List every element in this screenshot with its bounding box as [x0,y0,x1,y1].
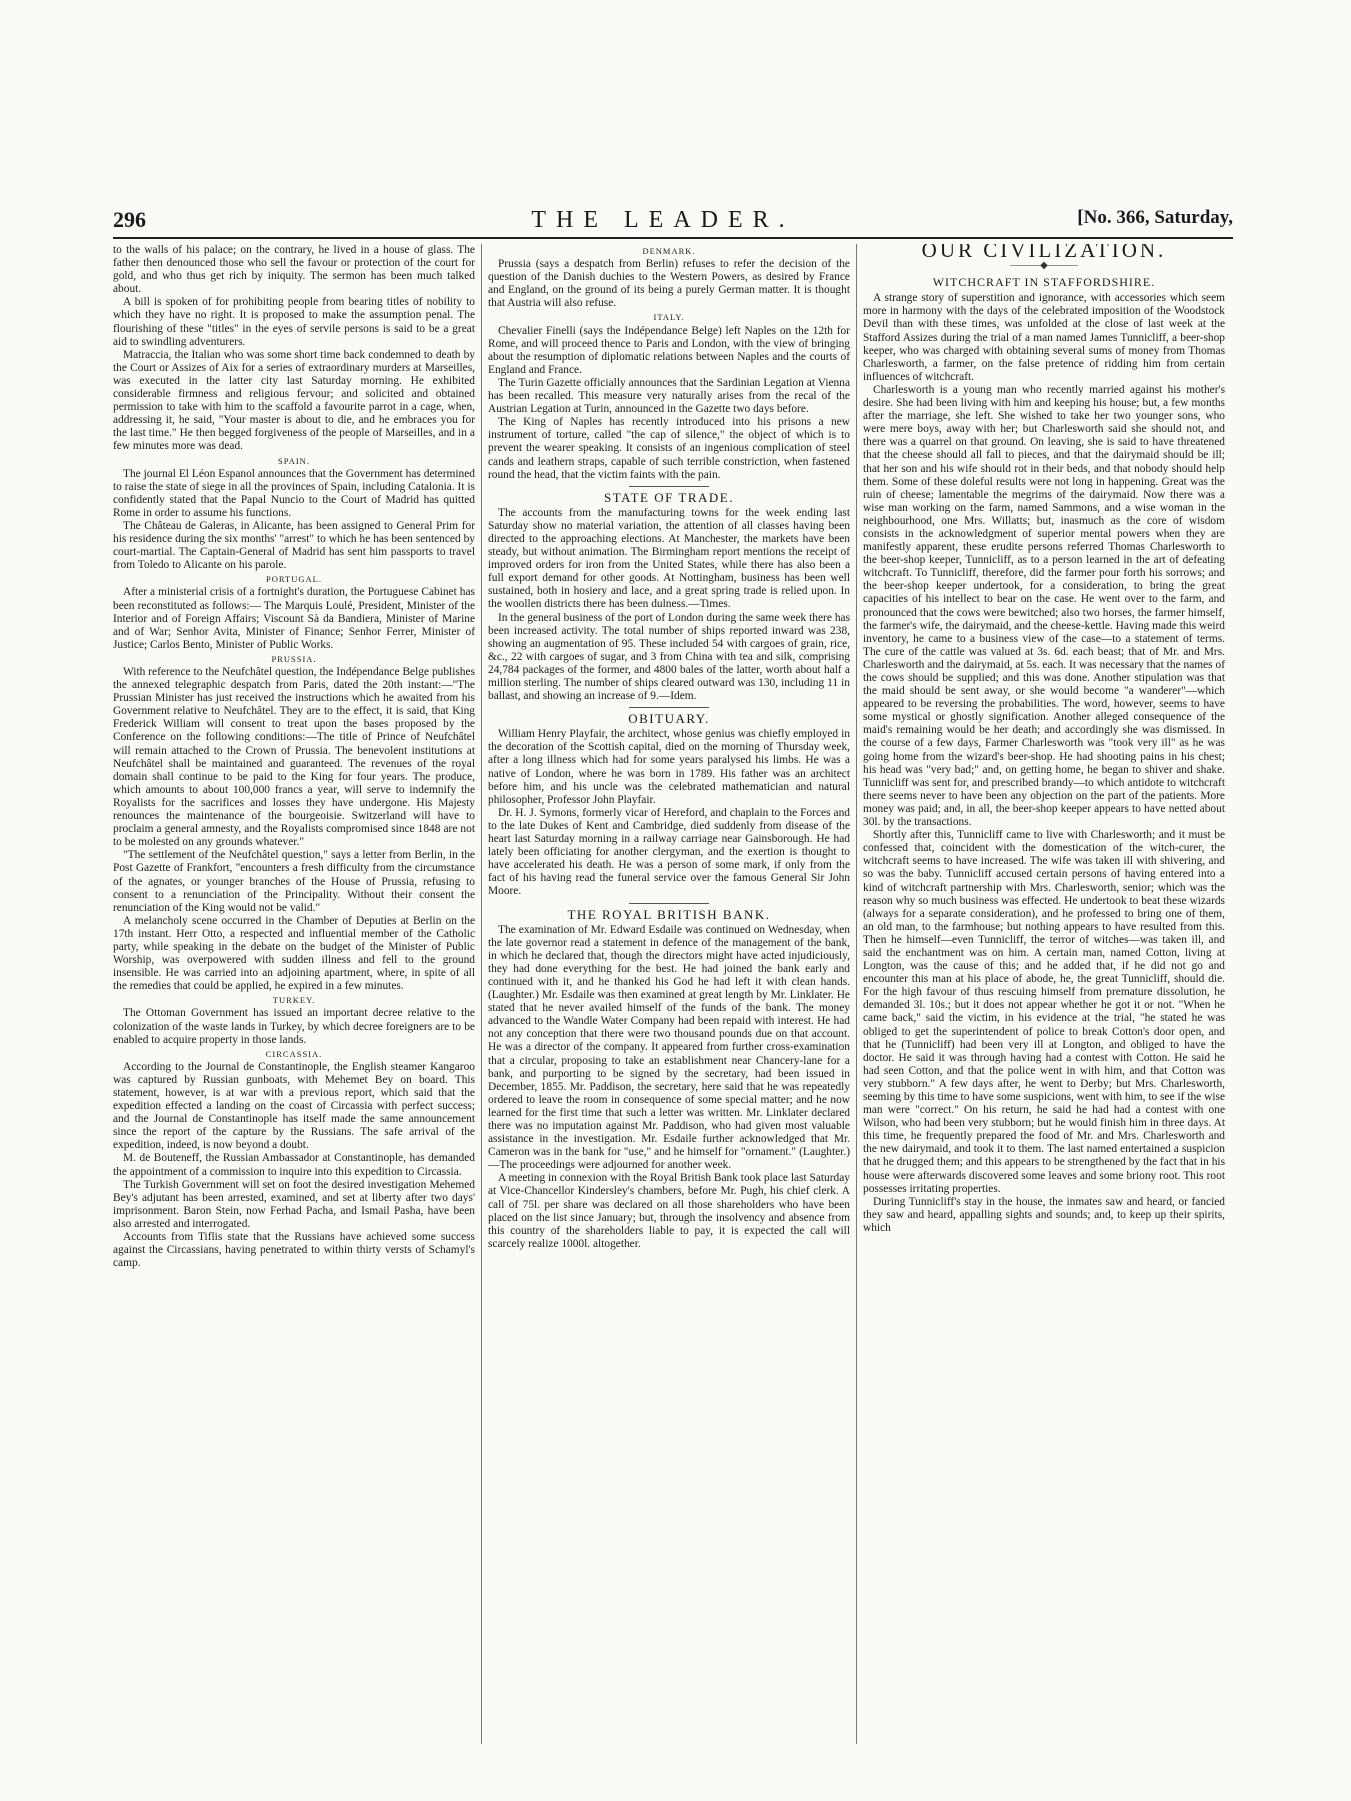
article-paragraph: The King of Naples has recently introduced into his prisons a new instrument of torture, called "the cap of silence," the object of which is to prevent the wearer speaking. It consists of an ingenious complication of steel cands and leathern straps, capable of such terrible constriction, when fastened round the head, that the victim faints with the pain. [488,416,850,481]
article-paragraph: "The settlement of the Neufchâtel question," says a letter from Berlin, in the Post Gazette of Frankfort, "encounters a fresh difficulty from the circumstance of the agnates, or younger branches of the House of Prussia, refusing to consent to a renunciation of the Principality. Without their consent the renunciation of the King would not be valid." [113,849,475,914]
header-rule [113,237,1233,239]
section-title: OUR CIVILIZATION. [921,244,1167,262]
page-number: 296 [113,207,146,232]
country-heading: DENMARK. [642,246,696,256]
article-paragraph: A meeting in connexion with the Royal British Bank took place last Saturday at Vice-Chancellor Kindersley's chambers, before Mr. Pugh, his chief clerk. A call of 75l. per share was declared on all those shareholders who have been placed on the list since January; but, through the insolvency and absence from this country of the shareholders liable to pay, it is expected the call will scarcely realize 1000l. altogether. [488,1172,850,1250]
country-heading: ITALY. [653,312,685,323]
article-paragraph: The Turin Gazette officially announces that the Sardinian Legation at Vienna has been recalled. This measure very naturally arises from the recal of the Austrian Legation at Turin, announced in the Gazette two days before. [488,376,850,416]
section-rule [629,486,709,487]
article-paragraph: During Tunnicliff's stay in the house, the inmates saw and heard, or fancied they saw and heard, appalling sights and sounds; and, to keep up their spirits, which [863,1195,1225,1234]
article-paragraph: Dr. H. J. Symons, formerly vicar of Hereford, and chaplain to the Forces and to the late Dukes of Kent and Cambridge, died suddenly from disease of the heart last Saturday morning in a railway carriage near Gainsborough. He had lately been officiating for another clergyman, and the exertion is thought to have accelerated his death. He was a person of some mark, if only from the fact of his having read the funeral service over the famous General Sir John Moore. [488,806,850,898]
column-left [113,244,475,1744]
article-paragraph: A melancholy scene occurred in the Chamber of Deputies at Berlin on the 17th instant. Herr Otto, a respected and influential member of the Catholic party, while speaking in the debate on the budget of the Minister of Public Worship, was overpowered with sudden illness and fell to the ground insensible. He was carried into an adjoining apartment, where, in spite of all the remedies that could be applied, he expired in a few minutes. [113,914,475,993]
article-paragraph: The accounts from the manufacturing towns for the week ending last Saturday show no material variation, the attention of all classes having been directed to the approaching elections. At Manchester, the markets have been steady, but without animation. The Birmingham report mentions the receipt of improved orders for iron from the United States, while there has also been a full export demand for other goods. At Nottingham, business has been well sustained, both in hosiery and lace, and a great spring trade is relied upon. In the woollen districts there has been dulness.—Times. [488,506,850,611]
article-heading: WITCHCRAFT IN STAFFORDSHIRE. [932,275,1156,290]
newspaper-title: THE LEADER. [531,207,795,233]
article-paragraph: A bill is spoken of for prohibiting people from bearing titles of nobility to which they have no right. It is proposed to make the assumption penal. The flourishing of these "titles" in the eyes of servile persons is said to be a great aid to swindling adventurers. [113,296,475,348]
country-heading: SPAIN. [278,455,310,466]
section-heading: THE ROYAL BRITISH BANK. [567,906,771,922]
article-paragraph: The Turkish Government will set on foot the desired investigation Mehemed Bey's adjutant has been arrested, examined, and set at liberty after two days' imprisonment. Baron Stein, now Ferhad Pacha, and Ismail Pasha, have been also arrested and interrogated. [113,1178,475,1230]
article-paragraph: A strange story of superstition and ignorance, with accessories which seem more in harmony with the days of the celebrated imposition of the Woodstock Devil than with these times, was unfolded at the close of last week at the Stafford Assizes during the trial of a man named James Tunnicliff, a beer-shop keeper, who was charged with obtaining several sums of money from Thomas Charlesworth, a farmer, on the false pretence of ridding him from certain influences of witchcraft. [863,292,1225,383]
article-paragraph: In the general business of the port of London during the same week there has been increased activity. The total number of ships reported inward was 238, showing an augmentation of 95. These included 54 with cargoes of grain, rice, &c., 22 with cargoes of sugar, and 3 from China with tea and silk, comprising 24,784 packages of the former, and 4800 bales of the latter, worth about half a million sterling. The number of ships cleared outward was 130, including 11 in ballast, and showing an increase of 9.—Idem. [488,611,850,703]
newspaper-page [113,207,1233,1747]
article-paragraph: Charlesworth is a young man who recently married against his mother's desire. She had been living with him and keeping his house; but, a few months after the marriage, she left. She wished to take her two younger sons, who were mere boys, away with her; but Charlesworth said she should not, and there was a quarrel on that ground. On leaving, she is said to have threatened that the cheese should all fall to pieces, and that the dairymaid should be ill; that her son and his wife should rot in their beds, and that nobody should help them. Some of these doleful results were not long in happening. Great was the ruin of cheese; lamentable the megrims of the dairymaid. Now there was a wise man working on the farm, named Sammons, and a wise woman in the neighbourhood, one Mrs. Willatts; but, inasmuch as the core of wisdom consists in the acknowledgment of superior mental powers when they are manifestly apparent, these erudite persons referred Thomas Charlesworth to the beer-shop keeper, Tunnicliff, as to a person learned in the art of defeating witchcraft. To Tunnicliff, therefore, did the farmer pour forth his sorrows; and the beer-shop keeper undertook, for a consideration, to bring the great capacities of his intellect to bear on the case. He went over to the farm, and pronounced that the cows were bewitched; also two horses, the farmer himself, the farmer's wife, the dairymaid, and the cheese-kettle. Having made this weird inventory, he came to a business view of the case—to a statement of terms. The cure of the cattle was valued at 3s. 6d. each beast; that of Mr. and Mrs. Charlesworth and the dairymaid, at 5s. each. It was necessary that the names of the cows should be supplied; and this was done. Another stipulation was that the maid should be sent away, or she would become "a wanderer"—which appeared to be reversing the probabilities. The word, however, seems to have some mystical or ghostly signification. Another alleged consequence of the maid's remaining would be her death; and accordingly she was dismissed. In the course of a few days, Farmer Charlesworth was "took very ill" as he was going home from the wizard's beer-shop. He had shooting pains in his chest; his head was "very bad;" and, on getting home, he began to shiver and shake. Tunnicliff was sent for, and prescribed brandy—to which antidote to witchcraft there seems never to have been any objection on the part of the patients. More money was paid; and, in all, the beer-shop keeper appears to have netted about 30l. by the transactions. [863,383,1225,829]
article-paragraph: The journal El Léon Espanol announces that the Government has determined to raise the state of siege in all the provinces of Spain, including Catalonia. It is confidently stated that the Papal Nuncio to the Court of Madrid has quitted Rome in order to assume his functions. [113,467,475,519]
country-heading: TURKEY. [272,995,316,1006]
masthead [113,207,1233,233]
country-heading: PRUSSIA. [271,653,317,664]
section-heading: OBITUARY. [628,711,710,727]
article-paragraph: M. de Bouteneff, the Russian Ambassador at Constantinople, has demanded the appointment of a commission to inquire into this expedition to Circassia. [113,1152,475,1178]
article-paragraph: Accounts from Tiflis state that the Russians have achieved some success against the Circassians, having penetrated to within thirty versts of Schamyl's camp. [113,1231,475,1270]
country-heading: PORTUGAL. [266,574,322,585]
article-paragraph: Matraccia, the Italian who was some short time back condemned to death by the Court or Assizes of Aix for a series of extraordinary murders at Marseilles, was executed in the latter city last Saturday morning. He exhibited considerable firmness and religious fervour; and solicited and obtained permission to take with him to the scaffold a favourite parrot in a cage, when, addressing it, he said, "Your master is about to die, and he embraces you for the last time." He then begged forgiveness of the people of Marseilles, and in a few minutes more was dead. [113,348,475,453]
article-paragraph: The examination of Mr. Edward Esdaile was continued on Wednesday, when the late governor read a statement in defence of the management of the bank, in which he declared that, though the directors might have acted injudiciously, they had done everything for the best. He had joined the bank early and continued with it, and he thanked his God he had left it with clean hands. (Laughter.) Mr. Esdaile was then examined at great length by Mr. Linklater. He stated that he never availed himself of the funds of the bank. The money advanced to the Wandle Water Company had been repaid with interest. He had not any conception that there were two thousand pounds due on that account. He was a director of the company. It appeared from further cross-examination that a circular, proposing to take an establishment near Chancery-lane for a bank, and purporting to be signed by the secretary, had been issued in December, 1855. Mr. Paddison, the secretary, here said that he was repeatedly ordered to leave the room in consequence of some special matter; and he now learned for the first time that such a letter was written. Mr. Linklater declared there was no imputation against Mr. Paddison, who had given most valuable assistance in the investigation. Mr. Esdaile further acknowledged that Mr. Cameron was in the bank for "use," and he himself for "ornament." (Laughter.)—The proceedings were adjourned for another week. [488,923,850,1172]
section-heading: STATE OF TRADE. [604,489,734,505]
article-paragraph: Chevalier Finelli (says the Indépendance Belge) left Naples on the 12th for Rome, and will proceed thence to Paris and London, with the view of bringing about the resumption of diplomatic relations between Naples and the courts of England and France. [488,324,850,376]
article-paragraph: The Ottoman Government has issued an important decree relative to the colonization of the waste lands in Turkey, by which decree foreigners are to be enabled to acquire property in those lands. [113,1007,475,1046]
article-paragraph: to the walls of his palace; on the contrary, he lived in a house of glass. The father then denounced those who sell the favour or protection of the court for gold, and who thus get rich by iniquity. The sermon has been much talked about. [113,244,475,296]
article-paragraph: According to the Journal de Constantinople, the English steamer Kangaroo was captured by Russian gunboats, with Mehemet Bey on board. This statement, however, is at war with a previous report, which said that the expedition effected a landing on the coast of Circassia with perfect success; and the Journal de Constantinople has itself made the same announcement since the report of the capture by the Russians. The safe arrival of the expedition, indeed, is now beyond a doubt. [113,1060,475,1152]
article-paragraph: Prussia (says a despatch from Berlin) refuses to refer the decision of the question of the Danish duchies to the Western Powers, as desired by France and England, on the ground of its being a purely German matter. It is thought that Austria will also refuse. [488,258,850,310]
column-right [863,244,1225,1744]
ornament-divider: ———◆——— [1010,260,1078,272]
country-heading: CIRCASSIA. [265,1048,323,1059]
column-divider [856,244,857,1744]
column-divider [481,244,482,1744]
section-rule [629,707,709,708]
column-middle [488,244,850,1744]
article-paragraph: After a ministerial crisis of a fortnight's duration, the Portuguese Cabinet has been reconstituted as follows:— The Marquis Loulé, President, Minister of the Interior and of Foreign Affairs; Viscount Sà da Bandiera, Minister of Marine and of War; Senhor Avita, Minister of Finance; Senhor Ferrer, Minister of Justice; Carlos Bento, Minister of Public Works. [113,586,475,651]
section-rule [629,903,709,904]
article-paragraph: William Henry Playfair, the architect, whose genius was chiefly employed in the decoration of the Scottish capital, died on the morning of Thursday week, after a long illness which had for some years paralysed his limbs. He was a native of London, where he was born in 1789. His father was an architect before him, and his uncle was the celebrated mathematician and natural philosopher, Professor John Playfair. [488,728,850,806]
article-paragraph: With reference to the Neufchâtel question, the Indépendance Belge publishes the annexed telegraphic despatch from Paris, dated the 20th instant:—"The Prussian Minister has just received the instructions which he awaited from his Government relative to Neufchâtel. They are to the effect, it is said, that King Frederick William will consent to treat upon the bases proposed by the Conference on the following conditions:—The title of Prince of Neufchâtel will remain attached to the Crown of Prussia. The benevolent institutions at Neufchâtel shall be maintained and guaranteed. The revenues of the royal domain shall continue to be paid to the King for four years. The produce, which amounts to about 100,000 francs a year, will serve to indemnify the Royalists for the sacrifices and losses they have undergone. His Majesty renounces the maintenance of the bourgeoisie. Switzerland will have to proclaim a general amnesty, and the Royalists compromised since 1848 are not to be molested on any grounds whatever." [113,666,475,849]
issue-label: [No. 366, Saturday, [1077,207,1233,228]
article-paragraph: The Château de Galeras, in Alicante, has been assigned to General Prim for his residence during the six months' "arrest" to which he has been sentenced by court-martial. The Captain-General of Madrid has sent him passports to travel from Toledo to Alicante on his parole. [113,519,475,572]
article-paragraph: Shortly after this, Tunnicliff came to live with Charlesworth; and it must be confessed that, coincident with the domestication of the witch-curer, the witchcraft seems to have increased. The wife was taken ill with shivering, and so was the baby. Tunnicliff accused certain persons of having entered into a kind of witchcraft partnership with Mrs. Charlesworth, senior; which was the reason why so much business was effected. He undertook to beat these wizards (always for a separate consideration), and he professed to bring one of them, an old man, to the farmhouse; but nothing appears to have resulted from this. Then he himself—even Tunnicliff, the terror of witches—was taken ill, and said the enchantment was on him. A certain man, named Cotton, living at Longton, was the cause of this; and he added that, if he did not go and encounter this man at his place of abode, he, the great Tunnicliff, should die. For the high favour of thus rescuing himself from premature dissolution, he demanded 3l. 10s.; but it does not appear whether he got it or not. "When he came back," said the victim, in his evidence at the trial, "he stated he was obliged to get the superintendent of police to break Cotton's door open, and that he (Tunnicliff) had been very ill at Longton, and obliged to have the doctor. He said it was through having had a contest with Cotton. He said he had seen Cotton, and that the police went in with him, and that Cotton was very stubborn." A few days after, he went to Derby; but Mrs. Charlesworth, seeming by this time to have some suspicions, went with him, to see if the wise man were "correct." On his return, he said he had had a contest with one Wilson, who had been very stubborn; but he would finish him in three days. At this time, he frequently prepared the food of Mr. and Mrs. Charlesworth and the new dairymaid, and took it to them. The last named entertained a suspicion that he drugged them; and this appears to be strengthened by the fact that in his house were afterwards discovered some leaves and some briony root. This root possesses irritating properties. [863,829,1225,1195]
